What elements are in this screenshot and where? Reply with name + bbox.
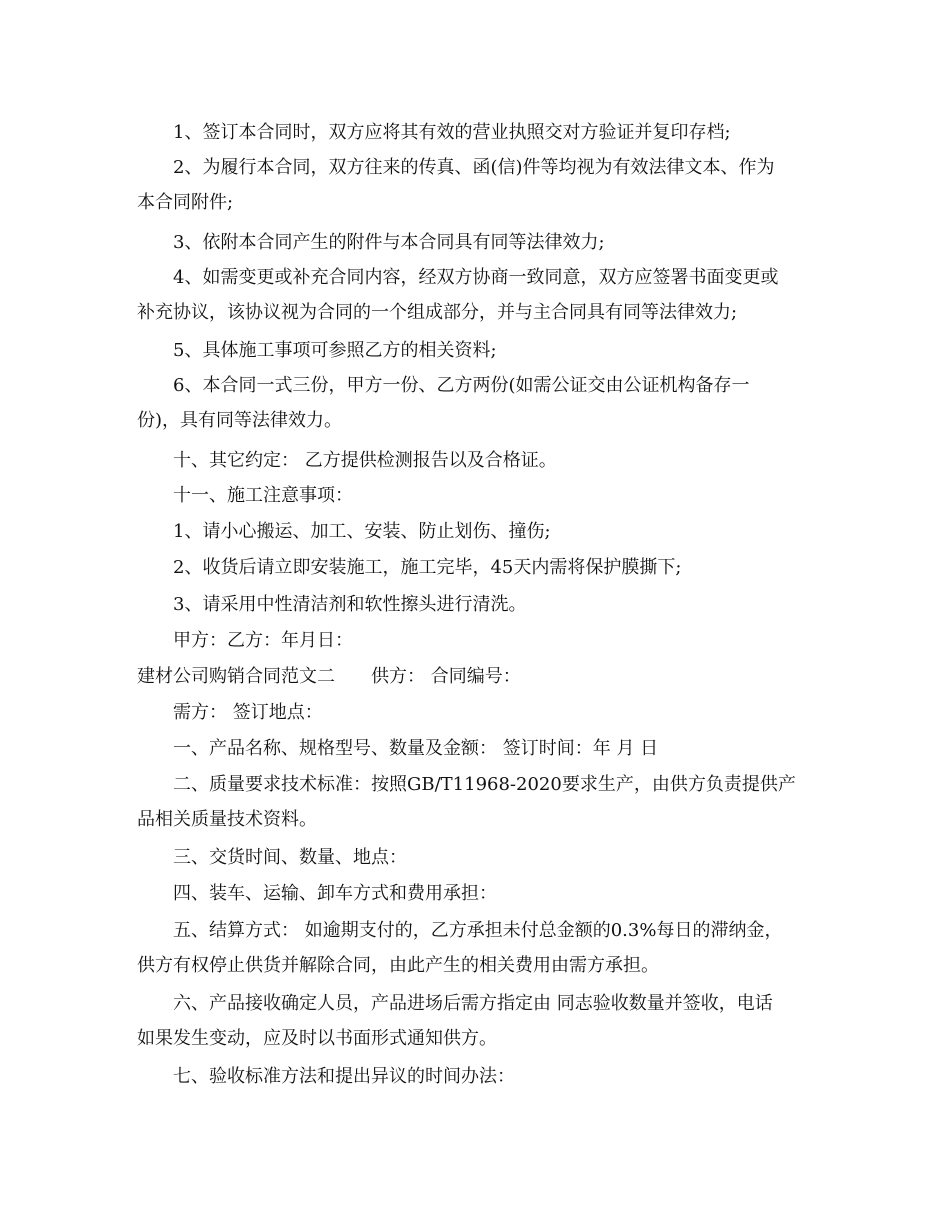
section-3-delivery xyxy=(137,840,817,875)
text-line: 补充协议，该协议视为合同的一个组成部分，并与主合同具有同等法律效力; xyxy=(137,302,738,323)
text-line: 需方： 签订地点： xyxy=(173,702,323,723)
section-5-settlement xyxy=(137,913,817,983)
clause-5 xyxy=(137,333,817,368)
clause-2 xyxy=(137,150,817,220)
text-line: 1、请小心搬运、加工、安装、防止划伤、撞伤; xyxy=(173,521,551,542)
clause-4 xyxy=(137,260,817,330)
text-line: 2、为履行本合同，双方往来的传真、函(信)件等均视为有效法律文本、作为 xyxy=(173,157,775,178)
text-line: 份)，具有同等法律效力。 xyxy=(137,410,343,431)
text-line: 十、其它约定： 乙方提供检测报告以及合格证。 xyxy=(173,450,557,471)
section-2-quality xyxy=(137,767,817,837)
text-line: 六、产品接收确定人员，产品进场后需方指定由 同志验收数量并签收，电话 xyxy=(173,993,773,1014)
text-line: 七、验收标准方法和提出异议的时间办法： xyxy=(173,1066,515,1087)
text-line: 4、如需变更或补充合同内容，经双方协商一致同意，双方应签署书面变更或 xyxy=(173,267,779,288)
section-1-products xyxy=(137,731,817,766)
text-line: 品相关质量技术资料。 xyxy=(137,809,317,830)
text-line: 6、本合同一式三份，甲方一份、乙方两份(如需公证交由公证机构备存一 xyxy=(173,375,750,396)
section-4-transport xyxy=(137,876,817,911)
text-line: 2、收货后请立即安装施工，施工完毕，45天内需将保护膜撕下; xyxy=(173,557,682,578)
note-1 xyxy=(137,514,817,549)
section-11-heading xyxy=(137,478,817,513)
note-2 xyxy=(137,550,817,585)
text-line: 五、结算方式： 如逾期支付的，乙方承担未付总金额的0.3%每日的滞纳金， xyxy=(173,920,783,941)
text-line: 如果发生变动，应及时以书面形式通知供方。 xyxy=(137,1028,497,1049)
text-line: 3、请采用中性清洁剂和软性擦头进行清洗。 xyxy=(173,594,527,615)
section-7-inspection xyxy=(137,1059,817,1094)
text-line: 3、依附本合同产生的附件与本合同具有同等法律效力; xyxy=(173,232,605,253)
text-line: 十一、施工注意事项： xyxy=(173,485,353,506)
clause-3 xyxy=(137,225,817,260)
text-line: 甲方：乙方：年月日： xyxy=(173,630,353,651)
text-line: 三、交货时间、数量、地点： xyxy=(173,847,407,868)
text-line: 供方有权停止供货并解除合同，由此产生的相关费用由需方承担。 xyxy=(137,955,659,976)
text-line: 1、签订本合同时，双方应将其有效的营业执照交对方验证并复印存档; xyxy=(173,122,731,143)
note-3 xyxy=(137,587,817,622)
text-line: 本合同附件; xyxy=(137,192,234,213)
text-line: 建材公司购销合同范文二 供方： 合同编号： xyxy=(137,666,521,687)
contract-two-title xyxy=(137,659,817,694)
text-line: 一、产品名称、规格型号、数量及金额： 签订时间：年 月 日 xyxy=(173,738,659,759)
section-10-other-terms xyxy=(137,443,817,478)
buyer-and-place xyxy=(137,695,817,730)
clause-6 xyxy=(137,368,817,438)
text-line: 二、质量要求技术标准：按照GB/T11968-2020要求生产，由供方负责提供产 xyxy=(173,774,796,795)
text-line: 5、具体施工事项可参照乙方的相关资料; xyxy=(173,340,497,361)
text-line: 四、装车、运输、卸车方式和费用承担： xyxy=(173,883,497,904)
signature-line xyxy=(137,623,817,658)
section-6-acceptance-staff xyxy=(137,986,817,1056)
clause-1 xyxy=(137,115,817,150)
